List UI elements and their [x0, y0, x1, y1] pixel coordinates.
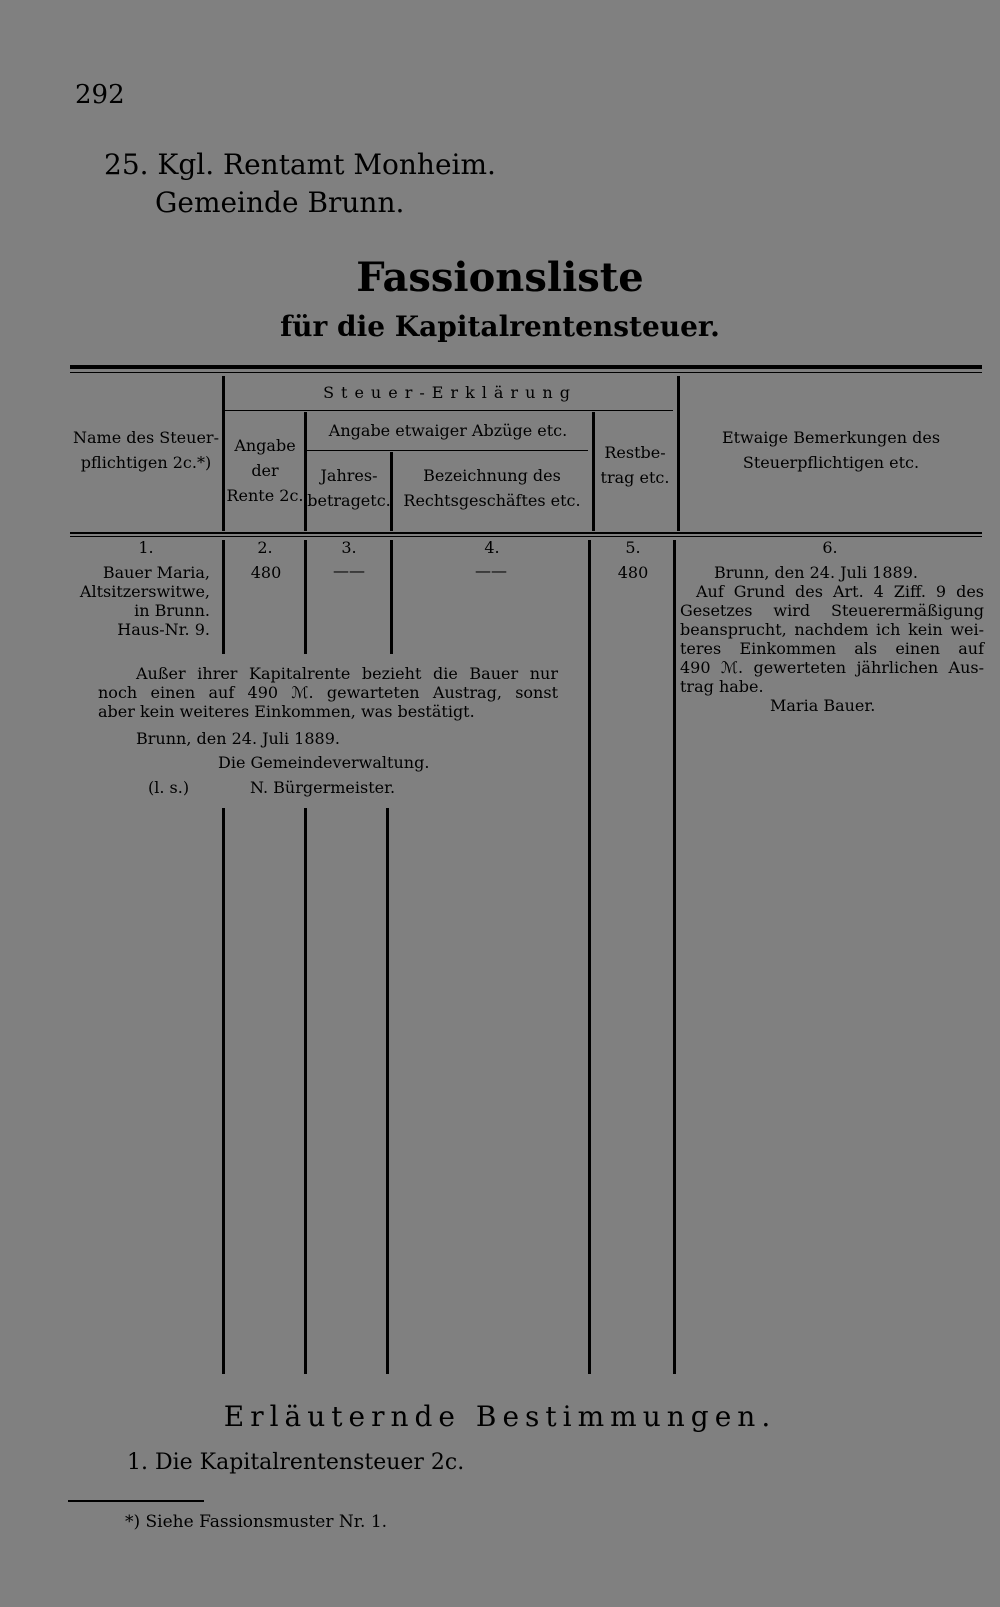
col-divider-3-body-a	[390, 540, 393, 654]
page-number: 292	[75, 80, 125, 110]
note-authority: Die Gemeindeverwaltung.	[218, 753, 430, 772]
footnote: *) Siehe Fassionsmuster Nr. 1.	[125, 1512, 388, 1532]
row-rente: 480	[250, 563, 282, 582]
header-name: Name des Steuer- pflichtigen 2c.*)	[73, 428, 219, 472]
header-bottom-rule	[70, 532, 982, 534]
column-number-2: 2.	[257, 538, 273, 557]
row-bemerkungen: Brunn, den 24. Juli 1889. Auf Grund des Art. 4 Ziff. 9 des Gesetzes wird Steuerermäßigung beansprucht, nachdem ich kein wei- teres Einkommen als einen auf 490 ℳ. gewerteten jährlichen Aus- trag habe. Maria Bauer.	[680, 563, 984, 715]
document-title: Fassionsliste	[356, 254, 644, 301]
column-number-4: 4.	[484, 538, 500, 557]
gemeinde-bestaetigung: Außer ihrer Kapitalrente bezieht die Bauer nur noch einen auf 490 ℳ. gewarteten Austrag, sonst aber kein weiteres Einkommen, was bestätigt.	[98, 664, 558, 721]
row-restbetrag: 480	[617, 563, 649, 582]
row-jahresbetrag: ——	[333, 561, 365, 580]
column-number-3: 3.	[341, 538, 357, 557]
col-divider-1-body-b	[222, 808, 225, 1374]
col-divider-4-body	[588, 540, 591, 1374]
row-name: Bauer Maria, Altsitzerswitwe, in Brunn. Haus-Nr. 9.	[79, 563, 210, 639]
note-signature: N. Bürgermeister.	[250, 778, 396, 797]
document-subtitle: für die Kapitalrentensteuer.	[280, 310, 720, 343]
subgroup-header-abzuege: Angabe etwaiger Abzüge etc.	[328, 421, 568, 440]
column-number-1: 1.	[138, 538, 154, 557]
row-bezeichnung: ——	[475, 561, 507, 580]
col-divider-2-body-a	[304, 540, 307, 654]
group-header-steuer-erklaerung: Steuer-Erklärung	[323, 383, 577, 402]
header-bezeichnung: Bezeichnung des Rechtsgeschäftes etc.	[403, 466, 581, 510]
note-seal: (l. s.)	[148, 778, 190, 797]
col-divider-3-body-b	[386, 808, 389, 1374]
col-divider-1-body-a	[222, 540, 225, 654]
header-bemerkungen: Etwaige Bemerkungen des Steuerpflichtigen etc.	[721, 428, 941, 472]
table-top-rule-thin	[70, 372, 982, 373]
header-restbetrag: Restbe- trag etc.	[600, 443, 670, 487]
footnote-rule	[68, 1500, 204, 1502]
column-number-6: 6.	[822, 538, 838, 557]
header-bottom-rule-thin	[70, 536, 982, 537]
col-divider-2-body-b	[304, 808, 307, 1374]
note-place-date: Brunn, den 24. Juli 1889.	[136, 729, 340, 748]
group-header-rule	[225, 410, 673, 411]
subgroup-header-rule	[306, 450, 588, 451]
column-number-5: 5.	[625, 538, 641, 557]
col-divider-5-body	[673, 540, 676, 1374]
section-item-1: 1. Die Kapitalrentensteuer 2c.	[127, 1450, 465, 1475]
table-top-rule	[70, 365, 982, 369]
header-angabe-rente: Angabe der Rente 2c.	[226, 436, 304, 505]
header-jahresbetrag: Jahres- betragetc.	[307, 466, 391, 510]
gemeinde-heading: Gemeinde Brunn.	[155, 186, 405, 219]
rentamt-heading: 25. Kgl. Rentamt Monheim.	[104, 148, 496, 181]
section-title: Erläuternde Bestimmungen.	[223, 1400, 777, 1433]
